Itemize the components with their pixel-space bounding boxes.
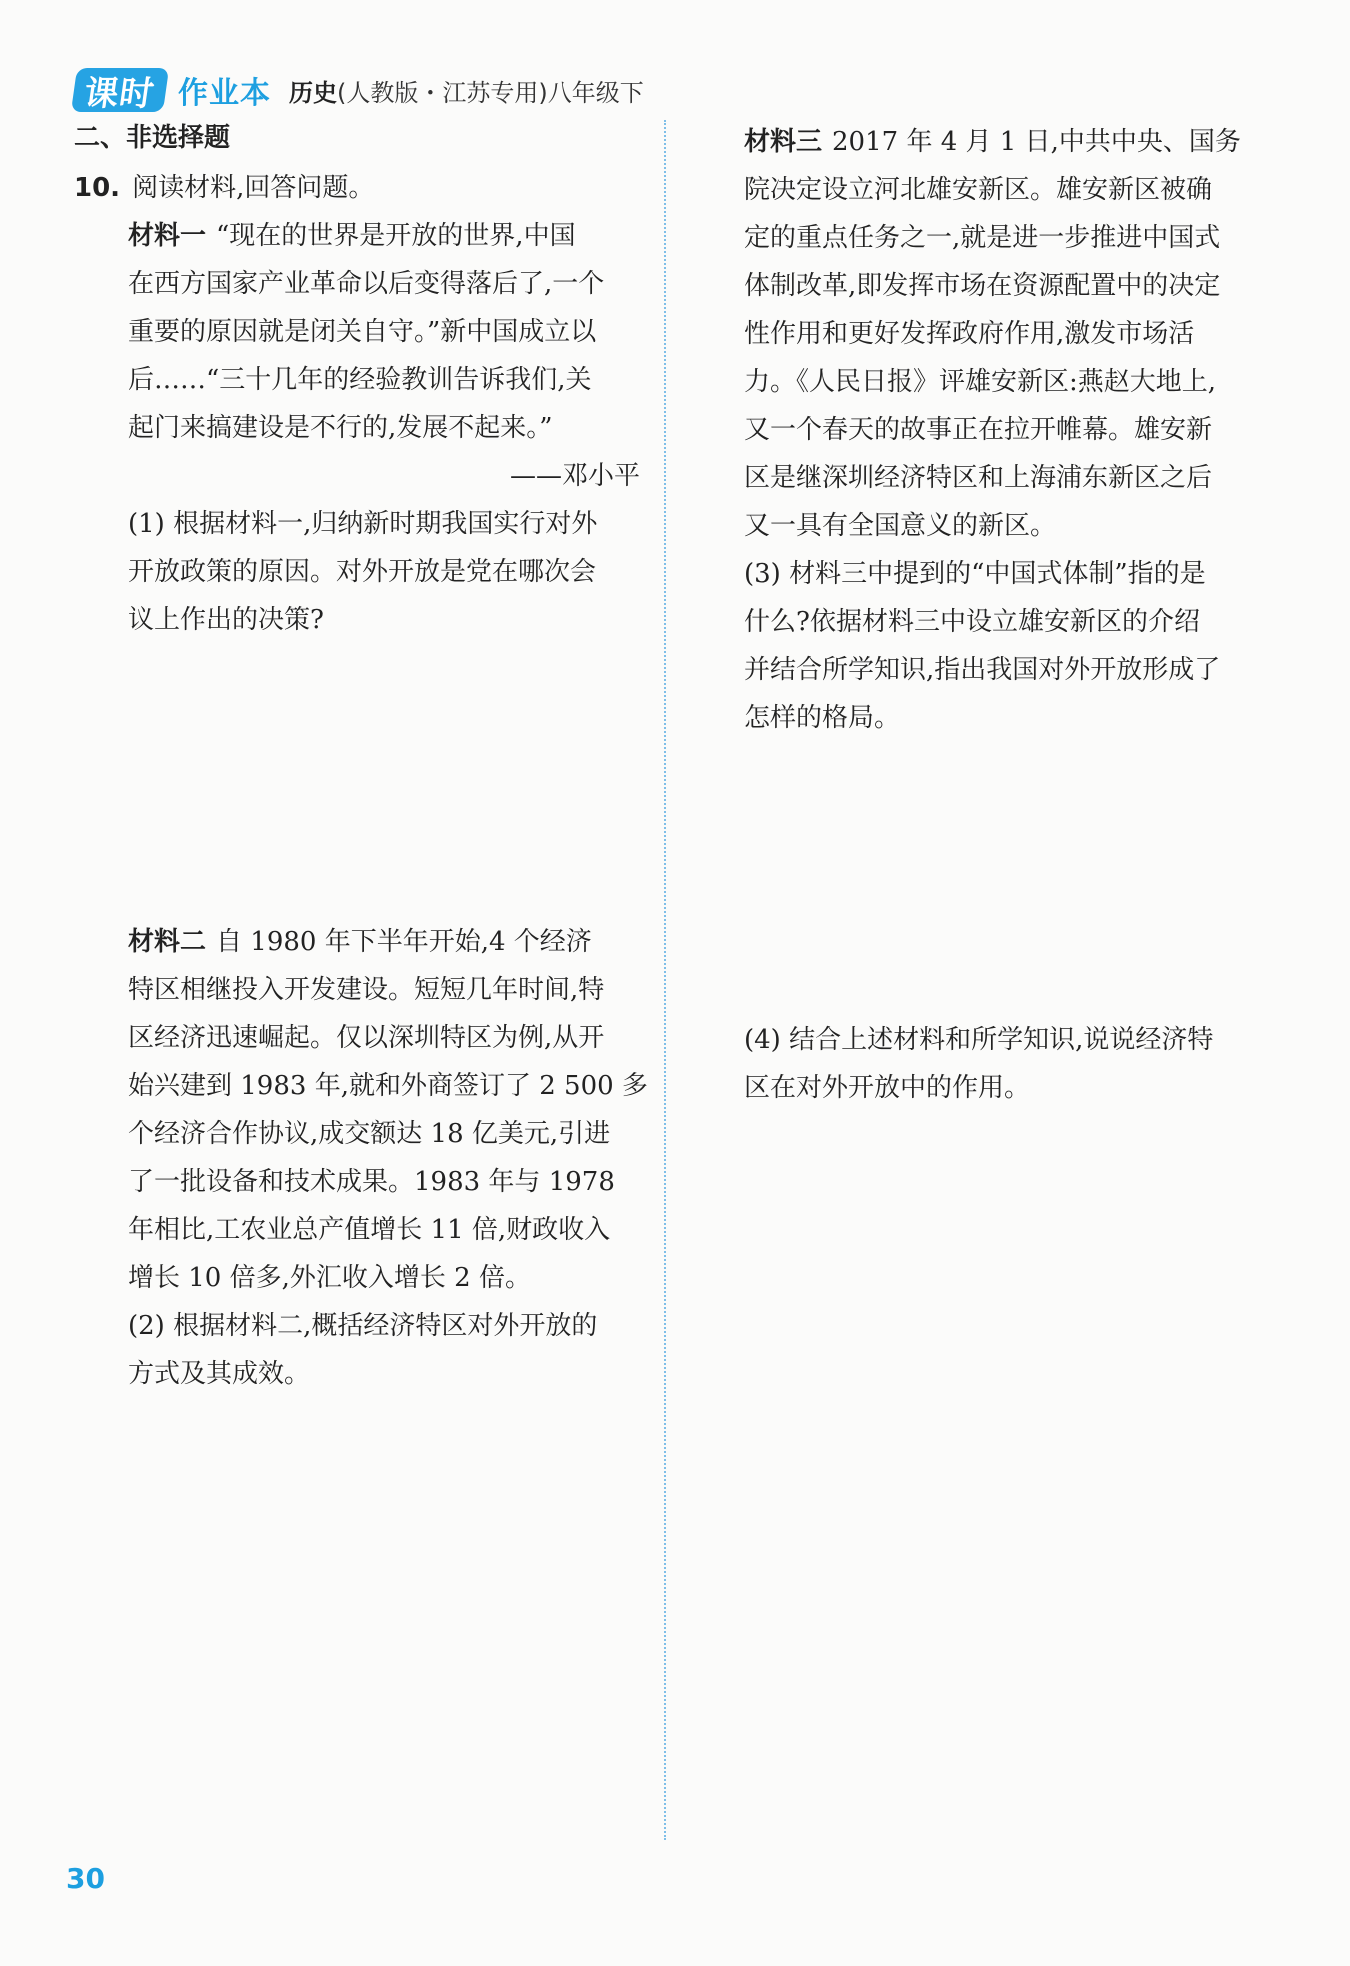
logo-text: 作业本 bbox=[178, 76, 271, 111]
material-2-label: 材料二 bbox=[128, 927, 207, 957]
sub-question-4-line: (4) 结合上述材料和所学知识,说说经济特 bbox=[744, 1025, 1214, 1055]
page-number: 30 bbox=[66, 1862, 105, 1895]
section-title: 二、非选择题 bbox=[74, 123, 231, 153]
sub-question-2 bbox=[74, 1302, 644, 1398]
material-3-line: 院决定设立河北雄安新区。雄安新区被确 bbox=[744, 175, 1213, 205]
material-3-line: 定的重点任务之一,就是进一步推进中国式 bbox=[744, 223, 1221, 253]
material-3-label: 材料三 bbox=[744, 127, 823, 157]
logo-badge bbox=[71, 68, 169, 112]
material-2-line: 年相比,工农业总产值增长 11 倍,财政收入 bbox=[128, 1215, 611, 1245]
material-2-line: 增长 10 倍多,外汇收入增长 2 倍。 bbox=[128, 1263, 531, 1293]
sub-question-2-line: 方式及其成效。 bbox=[128, 1359, 311, 1389]
sub-question-4-line: 区在对外开放中的作用。 bbox=[744, 1073, 1031, 1103]
page-header bbox=[74, 66, 644, 114]
material-3-line: 又一具有全国意义的新区。 bbox=[744, 511, 1057, 541]
edition-label: (人教版・江苏专用)八年级下 bbox=[337, 78, 644, 107]
material-3-text: 2017 年 4 月 1 日,中共中央、国务 bbox=[832, 127, 1241, 157]
material-3-line: 区是继深圳经济特区和上海浦东新区之后 bbox=[744, 463, 1213, 493]
material-1 bbox=[74, 212, 644, 500]
subject-label: 历史 bbox=[289, 78, 337, 107]
material-1-line bbox=[128, 212, 644, 260]
sub-question-4 bbox=[744, 1016, 1264, 1112]
sub-question-3 bbox=[744, 550, 1264, 742]
material-3-line: 体制改革,即发挥市场在资源配置中的决定 bbox=[744, 271, 1221, 301]
material-2-line: 始兴建到 1983 年,就和外商签订了 2 500 多 bbox=[128, 1071, 648, 1101]
material-2-line bbox=[128, 918, 644, 966]
sub-question-1 bbox=[74, 500, 644, 644]
material-3-line: 力。《人民日报》评雄安新区:燕赵大地上, bbox=[744, 367, 1217, 397]
sub-question-1-line: 议上作出的决策? bbox=[128, 605, 324, 635]
material-1-line: 起门来搞建设是不行的,发展不起来。” bbox=[128, 413, 553, 443]
material-2-line: 了一批设备和技术成果。1983 年与 1978 bbox=[128, 1167, 615, 1197]
logo-badge-text: 课时 bbox=[81, 73, 158, 114]
right-column bbox=[744, 118, 1264, 1112]
material-2-line: 特区相继投入开发建设。短短几年时间,特 bbox=[128, 975, 605, 1005]
material-2-line: 区经济迅速崛起。仅以深圳特区为例,从开 bbox=[128, 1023, 605, 1053]
question-prompt: 阅读材料,回答问题。 bbox=[132, 173, 375, 203]
column-divider bbox=[664, 120, 666, 1840]
material-1-line: 后……“三十几年的经验教训告诉我们,关 bbox=[128, 365, 592, 395]
sub-question-1-line: 开放政策的原因。对外开放是党在哪次会 bbox=[128, 557, 597, 587]
question-heading bbox=[74, 164, 644, 212]
book-info bbox=[289, 73, 644, 108]
material-2-line: 个经济合作协议,成交额达 18 亿美元,引进 bbox=[128, 1119, 611, 1149]
question-number: 10. bbox=[74, 173, 121, 203]
material-3-line bbox=[744, 118, 1264, 166]
sub-question-3-line: 什么?依据材料三中设立雄安新区的介绍 bbox=[744, 607, 1200, 637]
sub-question-1-line: (1) 根据材料一,归纳新时期我国实行对外 bbox=[128, 509, 598, 539]
material-2-text: 自 1980 年下半年开始,4 个经济 bbox=[216, 927, 592, 957]
material-3-line: 性作用和更好发挥政府作用,激发市场活 bbox=[744, 319, 1195, 349]
sub-question-3-line: 怎样的格局。 bbox=[744, 703, 901, 733]
material-1-source: ——邓小平 bbox=[509, 461, 640, 491]
sub-question-2-line: (2) 根据材料二,概括经济特区对外开放的 bbox=[128, 1311, 598, 1341]
material-3 bbox=[744, 118, 1264, 550]
material-1-text: “现在的世界是开放的世界,中国 bbox=[216, 221, 576, 251]
sub-question-3-line: (3) 材料三中提到的“中国式体制”指的是 bbox=[744, 559, 1206, 589]
sub-question-3-line: 并结合所学知识,指出我国对外开放形成了 bbox=[744, 655, 1221, 685]
left-column bbox=[74, 118, 648, 1398]
material-1-line: 在西方国家产业革命以后变得落后了,一个 bbox=[128, 269, 605, 299]
material-1-line: 重要的原因就是闭关自守。”新中国成立以 bbox=[128, 317, 597, 347]
material-2 bbox=[74, 918, 648, 1302]
material-1-label: 材料一 bbox=[128, 221, 207, 251]
material-3-line: 又一个春天的故事正在拉开帷幕。雄安新 bbox=[744, 415, 1213, 445]
